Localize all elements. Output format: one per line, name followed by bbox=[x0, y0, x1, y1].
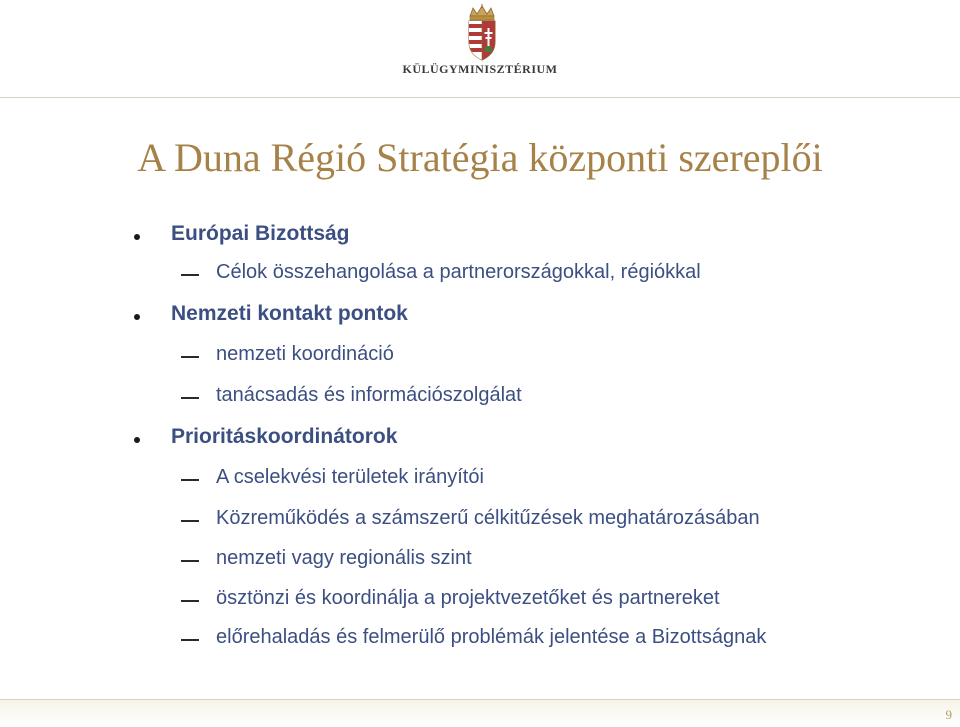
bullet-icon bbox=[134, 234, 140, 240]
list-item-text: Célok összehangolása a partnerországokkal, régiókkal bbox=[216, 261, 701, 283]
dash-icon bbox=[181, 274, 199, 276]
list-item-text: nemzeti vagy regionális szint bbox=[216, 547, 472, 569]
page-number: 9 bbox=[945, 707, 952, 722]
list-item-text: tanácsadás és információszolgálat bbox=[216, 384, 522, 406]
dash-icon bbox=[181, 520, 199, 522]
dash-icon bbox=[181, 639, 199, 641]
dash-icon bbox=[181, 600, 199, 602]
bullet-icon bbox=[134, 437, 140, 443]
footer bbox=[0, 700, 960, 727]
list-item-text: Nemzeti kontakt pontok bbox=[171, 302, 408, 325]
dash-icon bbox=[181, 356, 199, 358]
bullet-icon bbox=[134, 314, 140, 320]
list-item-text: előrehaladás és felmerülő problémák jelentése a Bizottságnak bbox=[216, 626, 767, 648]
list-item-text: A cselekvési területek irányítói bbox=[216, 466, 484, 488]
header bbox=[0, 0, 960, 100]
header-divider bbox=[0, 97, 960, 98]
list-item-text: Prioritáskoordinátorok bbox=[171, 425, 398, 448]
list-item-text: Európai Bizottság bbox=[171, 222, 350, 245]
list-item-text: Közreműködés a számszerű célkitűzések meghatározásában bbox=[216, 507, 760, 529]
list-item-text: nemzeti koordináció bbox=[216, 343, 394, 365]
list-item-text: ösztönzi és koordinálja a projektvezetőket és partnereket bbox=[216, 587, 720, 609]
ministry-name: KÜLÜGYMINISZTÉRIUM bbox=[402, 62, 558, 76]
dash-icon bbox=[181, 560, 199, 562]
slide-title: A Duna Régió Stratégia központi szereplői bbox=[137, 135, 823, 180]
hungarian-coat-of-arms-icon bbox=[464, 4, 500, 62]
dash-icon bbox=[181, 397, 199, 399]
dash-icon bbox=[181, 479, 199, 481]
